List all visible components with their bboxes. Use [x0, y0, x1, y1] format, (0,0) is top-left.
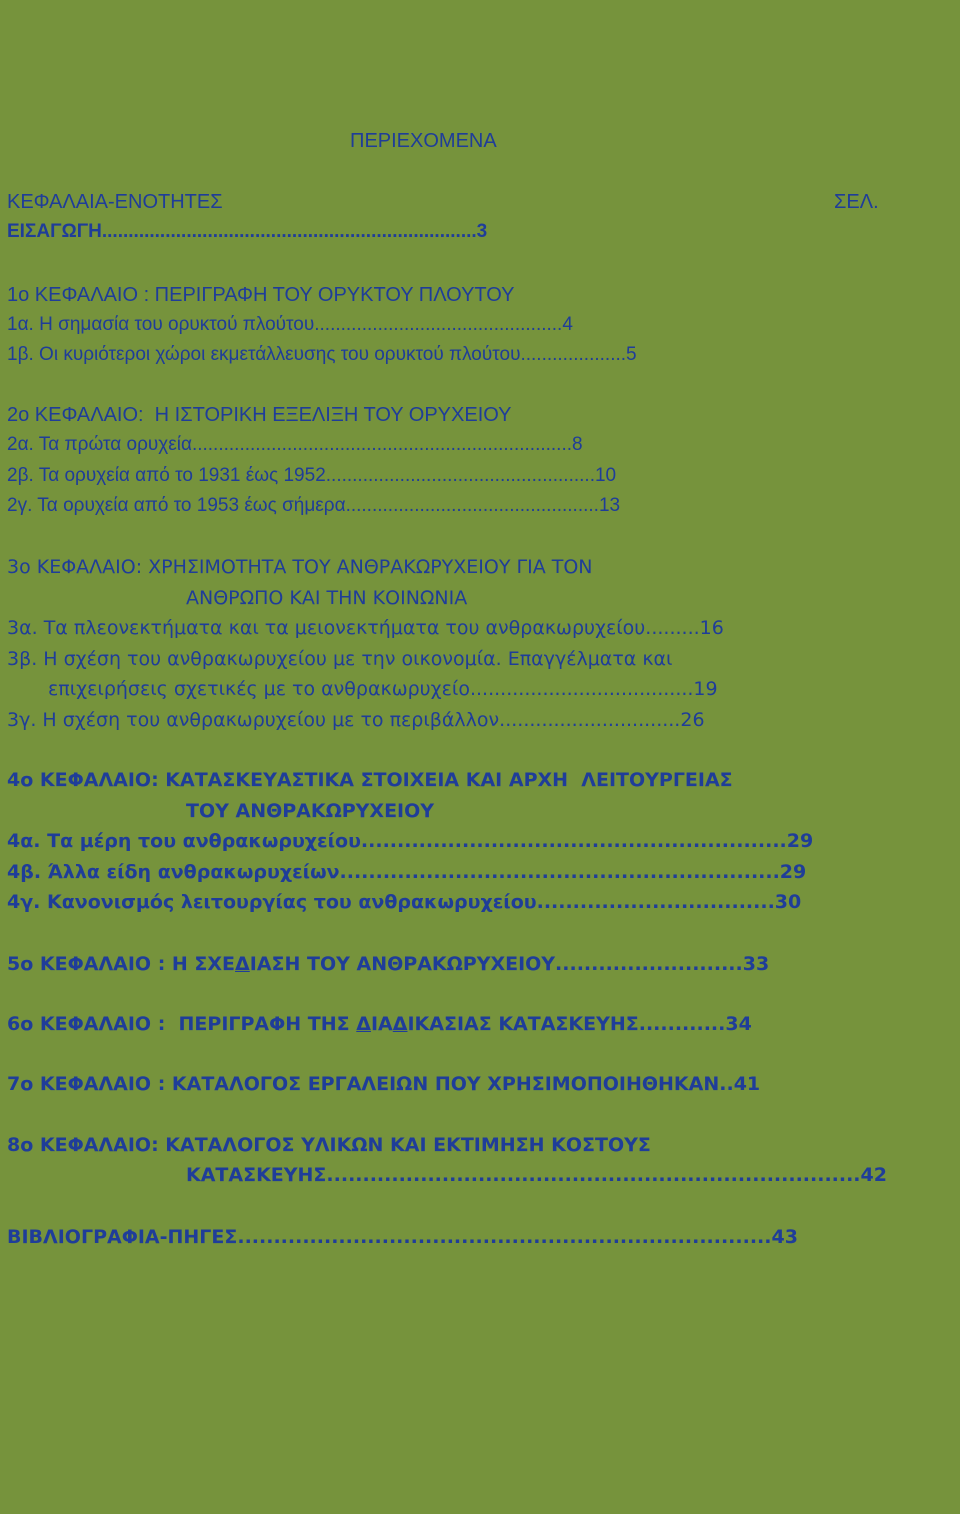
- toc-intro: ΕΙΣΑΓΩΓΗ.......................................................................3: [7, 221, 488, 242]
- toc-ch8-heading-line1: 8ο ΚΕΦΑΛΑΙΟ: ΚΑΤΑΛΟΓΟΣ ΥΛΙΚΩΝ ΚΑΙ ΕΚΤΙΜΗΣΗ ΚΟΣΤΟΥΣ: [7, 1134, 651, 1156]
- header-page-label: ΣΕΛ.: [834, 191, 879, 213]
- toc-ch6: [7, 1015, 752, 1034]
- toc-ch6-suffix: ΙΚΑΣΙΑΣ ΚΑΤΑΣΚΕΥΗΣ............34: [407, 1013, 752, 1035]
- page-title: ΠΕΡΙΕΧΟΜΕΝΑ: [350, 130, 497, 152]
- toc-ch8-heading-line2: ΚΑΤΑΣΚΕΥΗΣ..........................................................................42: [186, 1164, 887, 1186]
- toc-ch3-a: 3α. Τα πλεονεκτήματα και τα μειονεκτήματα του ανθρακωρυχείου.........16: [7, 617, 724, 639]
- header-chapters-label: ΚΕΦΑΛΑΙΑ-ΕΝΟΤΗΤΕΣ: [7, 191, 223, 213]
- toc-ch6-underlined-letter-2: Δ: [392, 1013, 408, 1035]
- toc-ch1-b: 1β. Οι κυριότεροι χώροι εκμετάλλευσης του ορυκτού πλούτου....................5: [7, 344, 637, 365]
- toc-ch1-heading: 1ο ΚΕΦΑΛΑΙΟ : ΠΕΡΙΓΡΑΦΗ ΤΟΥ ΟΡΥΚΤΟΥ ΠΛΟΥΤΟΥ: [7, 284, 515, 306]
- toc-ch7: 7ο ΚΕΦΑΛΑΙΟ : ΚΑΤΑΛΟΓΟΣ ΕΡΓΑΛΕΙΩΝ ΠΟΥ ΧΡΗΣΙΜΟΠΟΙΗΘΗΚΑΝ..41: [7, 1073, 761, 1095]
- toc-ch4-heading-line2: ΤΟΥ ΑΝΘΡΑΚΩΡΥΧΕΙΟΥ: [186, 800, 435, 822]
- toc-ch2-b: 2β. Τα ορυχεία από το 1931 έως 1952...................................................10: [7, 465, 617, 486]
- toc-ch4-a: 4α. Τα μέρη του ανθρακωρυχείου...........................................................29: [7, 830, 814, 852]
- toc-bibliography: ΒΙΒΛΙΟΓΡΑΦΙΑ-ΠΗΓΕΣ..........................................................................43: [7, 1226, 798, 1248]
- toc-ch2-c: 2γ. Τα ορυχεία από το 1953 έως σήμερα................................................13: [7, 495, 621, 516]
- toc-ch3-c: 3γ. Η σχέση του ανθρακωρυχείου με το περιβάλλον..............................26: [7, 709, 705, 731]
- toc-ch6-mid: ΙΑ: [370, 1013, 393, 1035]
- toc-ch5: [7, 955, 769, 974]
- toc-ch3-heading-line2: ΑΝΘΡΩΠΟ ΚΑΙ ΤΗΝ ΚΟΙΝΩΝΙΑ: [186, 587, 468, 609]
- toc-ch2-a: 2α. Τα πρώτα ορυχεία........................................................................8: [7, 434, 583, 455]
- toc-ch2-heading: 2ο ΚΕΦΑΛΑΙΟ: Η ΙΣΤΟΡΙΚΗ ΕΞΕΛΙΞΗ ΤΟΥ ΟΡΥΧΕΙΟΥ: [7, 404, 512, 426]
- toc-ch5-suffix: ΙΑΣΗ ΤΟΥ ΑΝΘΡΑΚΩΡΥΧΕΙΟΥ..........................33: [249, 953, 770, 975]
- toc-ch3-b-line1: 3β. Η σχέση του ανθρακωρυχείου με την οικονομία. Επαγγέλματα και: [7, 648, 673, 670]
- toc-ch1-a: 1α. Η σημασία του ορυκτού πλούτου...............................................4: [7, 314, 573, 335]
- toc-ch3-heading-line1: 3ο ΚΕΦΑΛΑΙΟ: ΧΡΗΣΙΜΟΤΗΤΑ ΤΟΥ ΑΝΘΡΑΚΩΡΥΧΕΙΟΥ ΓΙΑ ΤΟΝ: [7, 556, 593, 578]
- toc-ch3-b-line2: επιχειρήσεις σχετικές με το ανθρακωρυχείο.....................................19: [48, 678, 718, 700]
- toc-ch4-b: 4β. Άλλα είδη ανθρακωρυχείων.............................................................29: [7, 861, 807, 883]
- toc-ch6-prefix: 6ο ΚΕΦΑΛΑΙΟ : ΠΕΡΙΓΡΑΦΗ ΤΗΣ: [7, 1013, 357, 1035]
- toc-ch5-underlined-letter: Δ: [235, 953, 250, 975]
- toc-ch6-underlined-letter-1: Δ: [356, 1013, 371, 1035]
- toc-ch4-c: 4γ. Κανονισμός λειτουργίας του ανθρακωρυχείου.................................30: [7, 891, 802, 913]
- toc-ch5-prefix: 5ο ΚΕΦΑΛΑΙΟ : Η ΣΧΕ: [7, 953, 236, 975]
- toc-ch4-heading-line1: 4ο ΚΕΦΑΛΑΙΟ: ΚΑΤΑΣΚΕΥΑΣΤΙΚΑ ΣΤΟΙΧΕΙΑ ΚΑΙ ΑΡΧΗ ΛΕΙΤΟΥΡΓΕΙΑΣ: [7, 769, 733, 791]
